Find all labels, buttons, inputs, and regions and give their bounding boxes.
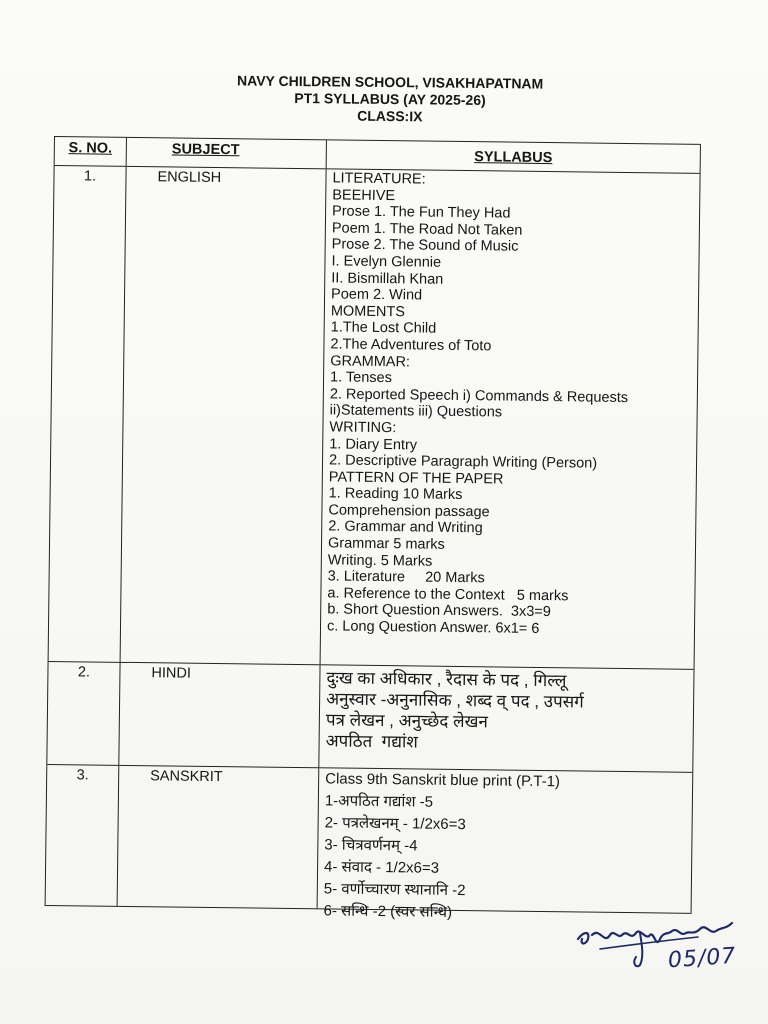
syllabus-line: 3- चित्रवर्णनम् -4 [324, 836, 418, 855]
syllabus-line: दुःख का अधिकार , रैदास के पद , गिल्लू [326, 668, 567, 691]
syllabus-line: Prose 1. The Fun They Had [331, 203, 511, 222]
row-subject: SANSKRIT [118, 766, 320, 908]
syllabus-line: 2- पत्रलेखनम् - 1/2x6=3 [324, 814, 466, 834]
syllabus-line: पत्र लेखन , अनुच्छेद लेखन [325, 710, 489, 732]
syllabus-line: GRAMMAR: [330, 352, 411, 370]
syllabus-line: 5- वर्णोच्चारण स्थानानि -2 [323, 880, 466, 900]
table-row-english [49, 166, 701, 670]
row-syllabus-english [321, 169, 701, 669]
syllabus-line: I. Evelyn Glennie [331, 253, 442, 271]
syllabus-line: Prose 2. The Sound of Music [331, 236, 519, 256]
row-syllabus-sanskrit [318, 768, 694, 921]
syllabus-line: MOMENTS [330, 303, 406, 321]
syllabus-line: 4- संवाद - 1/2x6=3 [323, 858, 440, 877]
row-sno: 3. [46, 765, 120, 906]
syllabus-line: 6- सन्धि -2 (स्वर सन्धि) [323, 902, 453, 921]
syllabus-line: b. Short Question Answers. 3x3=9 [327, 601, 551, 621]
syllabus-line: ii)Statements iii) Questions [329, 402, 503, 421]
column-header-sno: S. NO. [55, 137, 127, 166]
syllabus-table [45, 136, 701, 921]
syllabus-line: 1-अपठित गद्यांश -5 [324, 792, 434, 811]
syllabus-title: PT1 SYLLABUS (AY 2025-26) [294, 89, 486, 109]
syllabus-line: 1.The Lost Child [330, 319, 437, 338]
syllabus-line: Poem 2. Wind [330, 286, 423, 304]
syllabus-line: WRITING: [329, 419, 397, 437]
syllabus-line: 2.The Adventures of Toto [330, 336, 492, 355]
syllabus-line: 1. Tenses [329, 369, 392, 387]
row-subject: HINDI [119, 663, 320, 767]
row-subject: ENGLISH [121, 167, 327, 664]
syllabus-line: 3. Literature 20 Marks [327, 568, 485, 587]
syllabus-line: 2. Grammar and Writing [328, 518, 483, 537]
row-syllabus-hindi [319, 665, 694, 772]
syllabus-line: Comprehension passage [328, 502, 490, 521]
syllabus-line: 2. Reported Speech i) Commands & Requests [329, 386, 629, 406]
syllabus-line: PATTERN OF THE PAPER [328, 469, 504, 488]
column-header-syllabus: SYLLABUS [327, 140, 701, 173]
row-sno: 1. [49, 166, 127, 662]
document-header [150, 71, 631, 127]
class-label: CLASS:IX [357, 107, 423, 125]
syllabus-line: Writing. 5 Marks [327, 552, 433, 570]
syllabus-line: अनुस्वार -अनुनासिक , शब्द व् पद , उपसर्ग [326, 689, 584, 712]
syllabus-line: Poem 1. The Road Not Taken [331, 220, 523, 239]
syllabus-line: BEEHIVE [332, 186, 396, 204]
syllabus-line: 1. Diary Entry [329, 435, 418, 453]
syllabus-line: II. Bismillah Khan [331, 269, 444, 288]
school-name: NAVY CHILDREN SCHOOL, VISAKHAPATNAM [236, 72, 544, 92]
syllabus-line: अपठित गद्यांश [325, 731, 419, 752]
syllabus-line: c. Long Question Answer. 6x1= 6 [326, 618, 540, 637]
syllabus-line: 1. Reading 10 Marks [328, 485, 463, 504]
syllabus-line: Grammar 5 marks [327, 535, 445, 553]
syllabus-line: a. Reference to the Context 5 marks [327, 585, 569, 605]
table-row-hindi [47, 662, 694, 773]
syllabus-line: Class 9th Sanskrit blue print (P.T-1) [325, 770, 561, 791]
column-header-subject: SUBJECT [127, 138, 327, 168]
row-sno: 2. [47, 662, 120, 765]
syllabus-line: 2. Descriptive Paragraph Writing (Person) [328, 452, 598, 472]
syllabus-line: LITERATURE: [332, 170, 426, 188]
table-row-sanskrit [46, 765, 694, 921]
signature-date: 05/07 [667, 943, 738, 974]
